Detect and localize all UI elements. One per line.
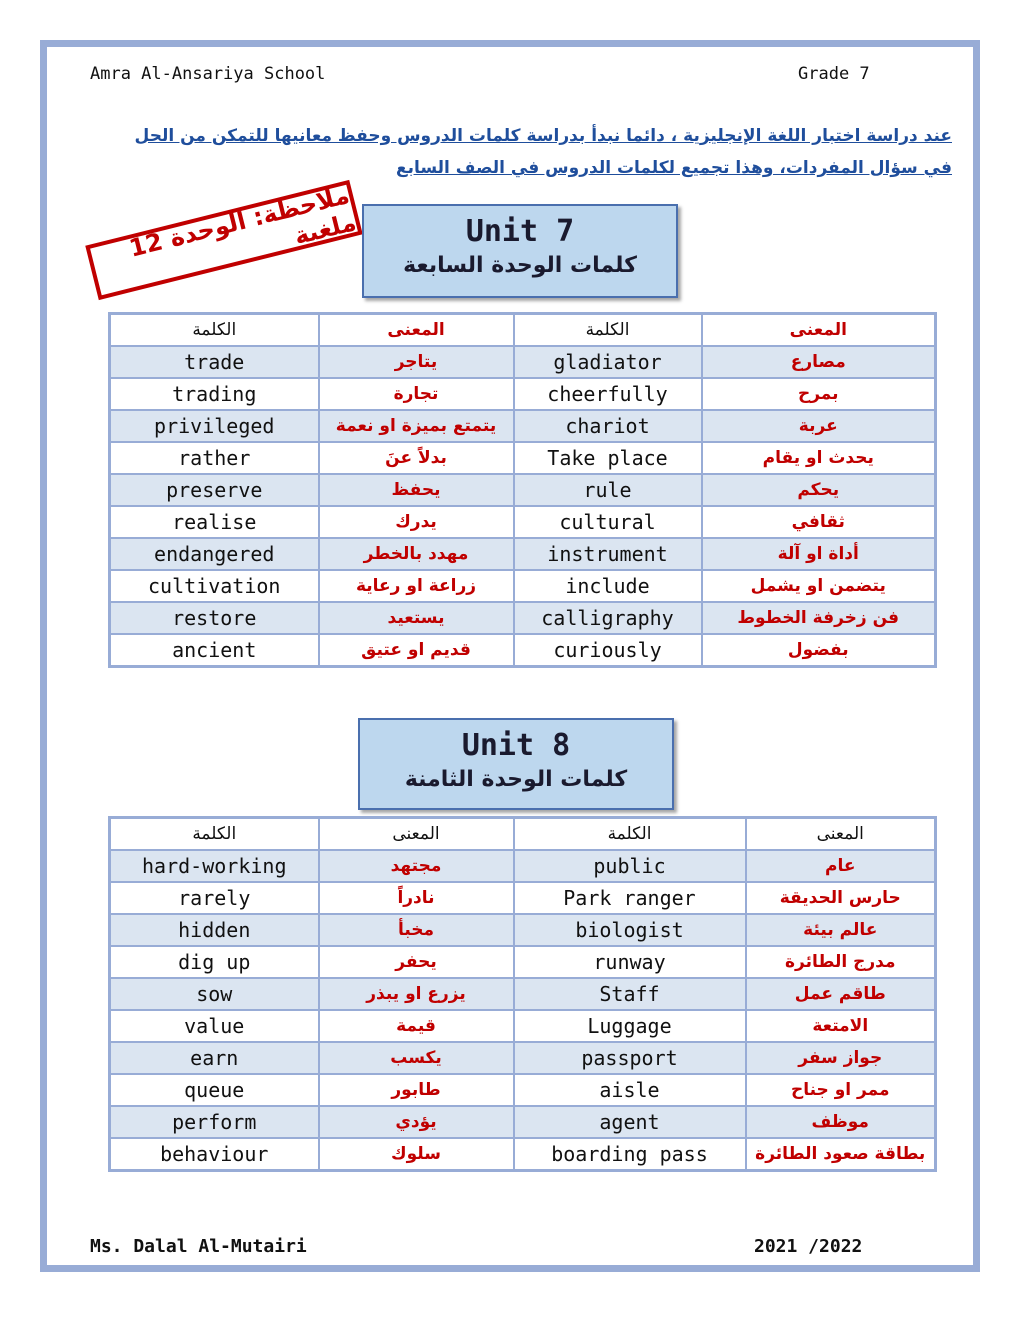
meaning-header: المعنى xyxy=(319,818,514,851)
table-row xyxy=(110,1042,936,1074)
table-row xyxy=(110,850,936,882)
english-word: Park ranger xyxy=(514,882,746,914)
arabic-meaning: جواز سفر xyxy=(746,1042,936,1074)
arabic-meaning: يستعيد xyxy=(319,602,514,634)
table-row xyxy=(110,946,936,978)
school-name: Amra Al-Ansariya School xyxy=(90,64,326,84)
table-row xyxy=(110,914,936,946)
english-word: hard-working xyxy=(110,850,319,882)
unit8-title: Unit 8 xyxy=(461,728,571,763)
arabic-meaning: يحفظ xyxy=(319,474,514,506)
unit7-subtitle: كلمات الوحدة السابعة xyxy=(403,253,637,278)
intro-text xyxy=(92,120,952,184)
unit7-title-box xyxy=(362,204,678,298)
english-word: agent xyxy=(514,1106,746,1138)
grade-label: Grade 7 xyxy=(798,64,870,84)
english-word: queue xyxy=(110,1074,319,1106)
english-word: realise xyxy=(110,506,319,538)
table-row xyxy=(110,1010,936,1042)
arabic-meaning: زراعة او رعاية xyxy=(319,570,514,602)
arabic-meaning: قيمة xyxy=(319,1010,514,1042)
english-word: cultivation xyxy=(110,570,319,602)
english-word: value xyxy=(110,1010,319,1042)
meaning-header: المعنى xyxy=(746,818,936,851)
english-word: preserve xyxy=(110,474,319,506)
english-word: biologist xyxy=(514,914,746,946)
arabic-meaning: يحكم xyxy=(702,474,936,506)
table-header-row xyxy=(110,314,936,347)
arabic-meaning: يتمتع بميزة او نعمة xyxy=(319,410,514,442)
unit8-vocab-table xyxy=(108,816,937,1172)
english-word: ancient xyxy=(110,634,319,667)
table-row xyxy=(110,634,936,667)
unit8-title-box xyxy=(358,718,674,810)
arabic-meaning: يزرع او يبذر xyxy=(319,978,514,1010)
english-word: boarding pass xyxy=(514,1138,746,1171)
english-word: runway xyxy=(514,946,746,978)
english-word: aisle xyxy=(514,1074,746,1106)
english-word: privileged xyxy=(110,410,319,442)
arabic-meaning: أداة او آلة xyxy=(702,538,936,570)
english-word: rather xyxy=(110,442,319,474)
arabic-meaning: بطاقة صعود الطائرة xyxy=(746,1138,936,1171)
table-row xyxy=(110,474,936,506)
table-row xyxy=(110,346,936,378)
english-word: Take place xyxy=(514,442,702,474)
english-word: behaviour xyxy=(110,1138,319,1171)
english-word: sow xyxy=(110,978,319,1010)
arabic-meaning: يحدث او يقام xyxy=(702,442,936,474)
english-word: restore xyxy=(110,602,319,634)
english-word: Staff xyxy=(514,978,746,1010)
english-word: Luggage xyxy=(514,1010,746,1042)
arabic-meaning: طاقم عمل xyxy=(746,978,936,1010)
arabic-meaning: الامتعة xyxy=(746,1010,936,1042)
intro-line-2: في سؤال المفردات، وهذا تجميع لكلمات الدروس في الصف السابع xyxy=(396,158,952,178)
english-word: perform xyxy=(110,1106,319,1138)
english-word: passport xyxy=(514,1042,746,1074)
arabic-meaning: مهدد بالخطر xyxy=(319,538,514,570)
arabic-meaning: فن زخرفة الخطوط xyxy=(702,602,936,634)
arabic-meaning: عربة xyxy=(702,410,936,442)
arabic-meaning: قديم او عتيق xyxy=(319,634,514,667)
arabic-meaning: عالم بيئة xyxy=(746,914,936,946)
arabic-meaning: يتاجر xyxy=(319,346,514,378)
unit7-vocab-table xyxy=(108,312,937,668)
english-word: endangered xyxy=(110,538,319,570)
table-row xyxy=(110,506,936,538)
word-header: الكلمة xyxy=(514,314,702,347)
school-year: 2021 /2022 xyxy=(754,1236,863,1257)
arabic-meaning: سلوك xyxy=(319,1138,514,1171)
english-word: hidden xyxy=(110,914,319,946)
arabic-meaning: بمرح xyxy=(702,378,936,410)
unit8-subtitle: كلمات الوحدة الثامنة xyxy=(404,767,628,792)
arabic-meaning: يحفر xyxy=(319,946,514,978)
arabic-meaning: بفضول xyxy=(702,634,936,667)
arabic-meaning: مصارع xyxy=(702,346,936,378)
english-word: rarely xyxy=(110,882,319,914)
english-word: dig up xyxy=(110,946,319,978)
arabic-meaning: ممر او جناح xyxy=(746,1074,936,1106)
unit7-title: Unit 7 xyxy=(465,214,575,249)
table-row xyxy=(110,882,936,914)
english-word: cultural xyxy=(514,506,702,538)
arabic-meaning: نادراً xyxy=(319,882,514,914)
english-word: curiously xyxy=(514,634,702,667)
arabic-meaning: يكسب xyxy=(319,1042,514,1074)
arabic-meaning: يدرك xyxy=(319,506,514,538)
table-row xyxy=(110,538,936,570)
english-word: trade xyxy=(110,346,319,378)
english-word: chariot xyxy=(514,410,702,442)
arabic-meaning: يؤدي xyxy=(319,1106,514,1138)
english-word: calligraphy xyxy=(514,602,702,634)
english-word: public xyxy=(514,850,746,882)
meaning-header: المعنى xyxy=(319,314,514,347)
table-row xyxy=(110,1106,936,1138)
table-row xyxy=(110,602,936,634)
table-row xyxy=(110,570,936,602)
arabic-meaning: ثقافي xyxy=(702,506,936,538)
english-word: include xyxy=(514,570,702,602)
arabic-meaning: موظف xyxy=(746,1106,936,1138)
table-row xyxy=(110,410,936,442)
table-row xyxy=(110,1074,936,1106)
arabic-meaning: يتضمن او يشمل xyxy=(702,570,936,602)
english-word: cheerfully xyxy=(514,378,702,410)
cancelled-unit-note: ملاحظة: الوحدة 12 ملغية xyxy=(85,180,362,300)
table-row xyxy=(110,1138,936,1171)
table-row xyxy=(110,978,936,1010)
arabic-meaning: تجارة xyxy=(319,378,514,410)
arabic-meaning: عام xyxy=(746,850,936,882)
arabic-meaning: حارس الحديقة xyxy=(746,882,936,914)
arabic-meaning: مدرج الطائرة xyxy=(746,946,936,978)
word-header: الكلمة xyxy=(110,314,319,347)
table-row xyxy=(110,442,936,474)
english-word: instrument xyxy=(514,538,702,570)
arabic-meaning: طابور xyxy=(319,1074,514,1106)
english-word: trading xyxy=(110,378,319,410)
word-header: الكلمة xyxy=(514,818,746,851)
table-header-row xyxy=(110,818,936,851)
teacher-name: Ms. Dalal Al-Mutairi xyxy=(90,1236,307,1257)
arabic-meaning: مخبأ xyxy=(319,914,514,946)
english-word: earn xyxy=(110,1042,319,1074)
meaning-header: المعنى xyxy=(702,314,936,347)
arabic-meaning: مجتهد xyxy=(319,850,514,882)
english-word: rule xyxy=(514,474,702,506)
word-header: الكلمة xyxy=(110,818,319,851)
english-word: gladiator xyxy=(514,346,702,378)
arabic-meaning: بدلاً عنَ xyxy=(319,442,514,474)
intro-line-1: عند دراسة اختبار اللغة الإنجليزية ، دائما نبدأ بدراسة كلمات الدروس وحفظ معانيها للتمكن من الحل xyxy=(134,126,952,146)
table-row xyxy=(110,378,936,410)
